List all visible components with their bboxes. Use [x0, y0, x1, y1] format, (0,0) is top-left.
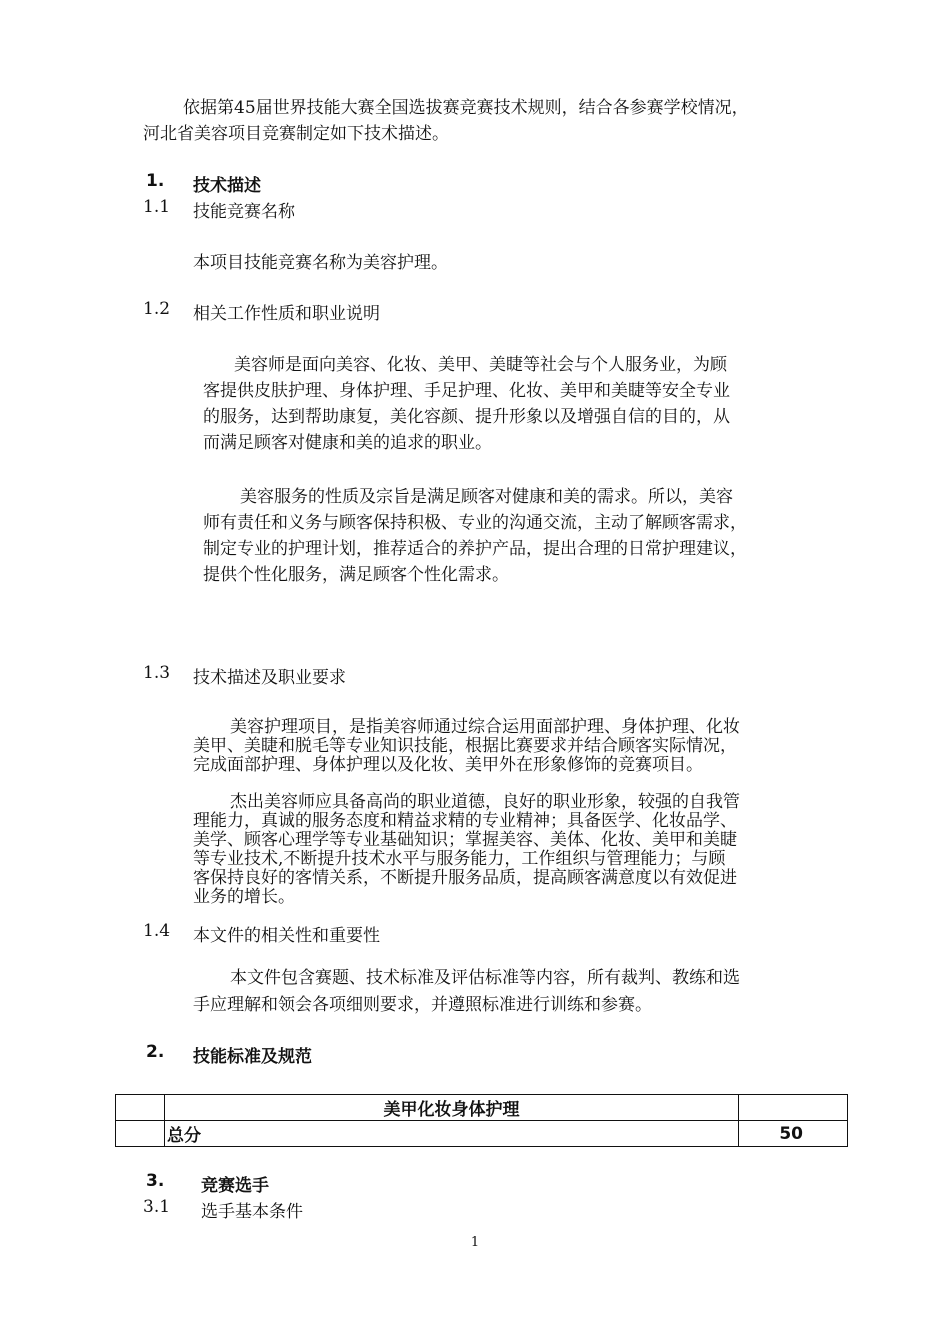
section-1-3-title: 技术描述及职业要求 — [193, 668, 346, 688]
table-row — [116, 1121, 848, 1147]
section-3-1-title: 选手基本条件 — [201, 1202, 303, 1222]
section-1-1-body: 本项目技能竞赛名称为美容护理。 — [193, 253, 448, 273]
table-cell — [116, 1121, 165, 1147]
section-1-2-title: 相关工作性质和职业说明 — [193, 304, 380, 324]
paragraph-line: 美容师是面向美容、化妆、美甲、美睫等社会与个人服务业，为顾 — [234, 355, 727, 375]
total-label-cell: 总分 — [165, 1121, 739, 1147]
paragraph-line: 杰出美容师应具备高尚的职业道德，良好的职业形象，较强的自我管 — [230, 792, 740, 812]
section-1-3-number: 1.3 — [143, 663, 171, 683]
section-2-title: 技能标准及规范 — [193, 1047, 312, 1067]
paragraph-line: 等专业技术,不断提升技术水平与服务能力，工作组织与管理能力；与顾 — [193, 849, 726, 869]
paragraph-line: 美甲、美睫和脱毛等专业知识技能，根据比赛要求并结合顾客实际情况， — [193, 736, 737, 756]
intro-line-1: 依据第45届世界技能大赛全国选拔赛竞赛技术规则，结合各参赛学校情况， — [183, 98, 749, 118]
section-2-number: 2. — [146, 1042, 165, 1062]
page-number: 1 — [470, 1235, 480, 1250]
paragraph-line: 理能力，真诚的服务态度和精益求精的专业精神；具备医学、化妆品学、 — [193, 811, 737, 831]
total-value-cell: 50 — [739, 1121, 848, 1147]
table-cell — [739, 1095, 848, 1121]
paragraph-line: 师有责任和义务与顾客保持积极、专业的沟通交流，主动了解顾客需求， — [203, 513, 747, 533]
section-1-4-number: 1.4 — [143, 921, 171, 941]
table-row — [116, 1095, 848, 1121]
section-3-title: 竞赛选手 — [201, 1176, 269, 1196]
paragraph-line: 提供个性化服务，满足顾客个性化需求。 — [203, 565, 509, 585]
paragraph-line: 而满足顾客对健康和美的追求的职业。 — [203, 433, 492, 453]
table-header-cell: 美甲化妆身体护理 — [165, 1095, 739, 1121]
table-cell — [116, 1095, 165, 1121]
section-1-4-title: 本文件的相关性和重要性 — [193, 926, 380, 946]
intro-line-2: 河北省美容项目竞赛制定如下技术描述。 — [143, 124, 449, 144]
paragraph-line: 美容服务的性质及宗旨是满足顾客对健康和美的需求。所以，美容 — [240, 487, 733, 507]
paragraph-line: 美容护理项目，是指美容师通过综合运用面部护理、身体护理、化妆 — [230, 717, 740, 737]
paragraph-line: 业务的增长。 — [193, 887, 295, 907]
paragraph-line: 客保持良好的客情关系，不断提升服务品质，提高顾客满意度以有效促进 — [193, 868, 737, 888]
paragraph-line: 完成面部护理、身体护理以及化妆、美甲外在形象修饰的竞赛项目。 — [193, 755, 703, 775]
section-1-2-number: 1.2 — [143, 299, 171, 319]
paragraph-line: 美学、顾客心理学等专业基础知识；掌握美容、美体、化妆、美甲和美睫 — [193, 830, 737, 850]
paragraph-line: 的服务，达到帮助康复，美化容颜、提升形象以及增强自信的目的，从 — [203, 407, 730, 427]
section-1-1-title: 技能竞赛名称 — [193, 202, 295, 222]
section-3-1-number: 3.1 — [143, 1197, 171, 1217]
paragraph-line: 制定专业的护理计划，推荐适合的养护产品，提出合理的日常护理建议， — [203, 539, 747, 559]
section-1-number: 1. — [146, 171, 165, 191]
section-1-title: 技术描述 — [193, 176, 261, 196]
paragraph-line: 客提供皮肤护理、身体护理、手足护理、化妆、美甲和美睫等安全专业 — [203, 381, 730, 401]
section-1-4-line-1: 本文件包含赛题、技术标准及评估标准等内容，所有裁判、教练和选 — [230, 968, 740, 988]
standards-table — [115, 1094, 848, 1147]
section-3-number: 3. — [146, 1171, 165, 1191]
section-1-4-line-2: 手应理解和领会各项细则要求，并遵照标准进行训练和参赛。 — [193, 995, 652, 1015]
section-1-1-number: 1.1 — [143, 197, 171, 217]
